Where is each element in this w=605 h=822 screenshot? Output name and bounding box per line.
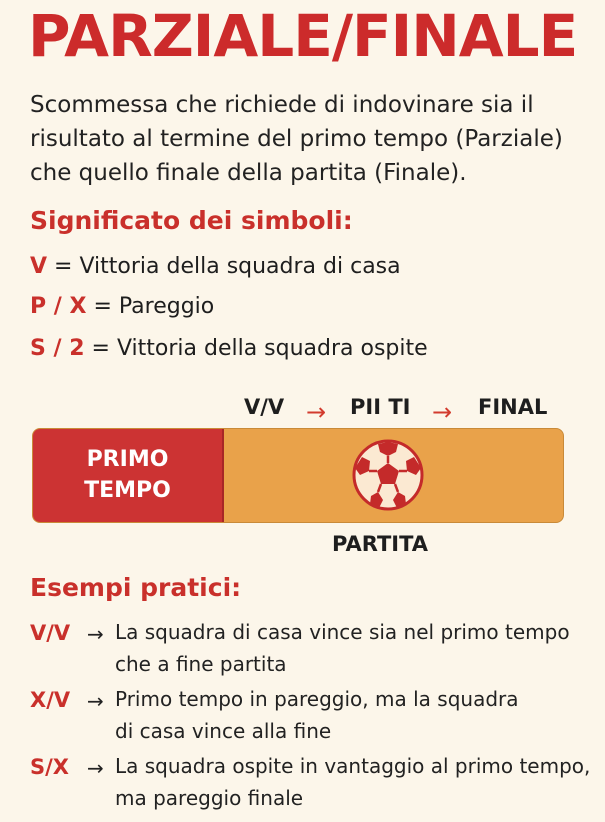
flow-start: V/V bbox=[244, 395, 285, 419]
symbol-meaning: Vittoria della squadra di casa bbox=[79, 254, 401, 279]
example-line: La squadra di casa vince sia nel primo tempo bbox=[115, 620, 570, 644]
symbol-code: S / 2 bbox=[30, 336, 85, 361]
arrow-right-icon: → bbox=[87, 756, 104, 780]
first-half-segment bbox=[33, 429, 224, 522]
page-title: PARZIALE/FINALE bbox=[28, 2, 578, 70]
symbol-sep: = bbox=[93, 294, 112, 319]
flow-arrow-icon: → bbox=[432, 398, 453, 426]
example-line: ma pareggio finale bbox=[115, 786, 304, 810]
symbol-row bbox=[30, 336, 428, 361]
symbol-row bbox=[30, 254, 401, 279]
symbol-meaning: Vittoria della squadra ospite bbox=[116, 336, 428, 361]
symbol-code: P / X bbox=[30, 294, 87, 319]
flow-arrow-icon: → bbox=[306, 398, 327, 426]
example-line: La squadra ospite in vantaggio al primo tempo, bbox=[115, 754, 591, 778]
soccer-ball-icon bbox=[351, 438, 425, 512]
flow-middle: PII TI bbox=[350, 395, 411, 419]
symbol-code: V bbox=[30, 254, 48, 279]
symbol-row bbox=[30, 294, 214, 319]
symbol-meaning: Pareggio bbox=[118, 294, 215, 319]
example-code: X/V bbox=[30, 688, 71, 712]
example-code: S/X bbox=[30, 755, 69, 779]
first-half-label-line2: TEMPO bbox=[84, 478, 171, 503]
first-half-label-line1: PRIMO bbox=[86, 447, 169, 472]
flow-end: FINAL bbox=[478, 395, 548, 419]
example-line: che a fine partita bbox=[115, 652, 287, 676]
intro-text: Scommessa che richiede di indovinare sia il risultato al termine del primo tempo (Parziale) che quello finale della partita (Finale). bbox=[30, 92, 563, 186]
symbol-sep: = bbox=[54, 254, 73, 279]
symbols-heading: Significato dei simboli: bbox=[30, 206, 353, 235]
example-text bbox=[115, 616, 595, 680]
example-text bbox=[115, 750, 595, 814]
match-label: PARTITA bbox=[332, 532, 429, 556]
arrow-right-icon: → bbox=[87, 622, 104, 646]
symbol-sep: = bbox=[91, 336, 110, 361]
example-code: V/V bbox=[30, 621, 71, 645]
arrow-right-icon: → bbox=[87, 689, 104, 713]
example-text bbox=[115, 683, 595, 747]
match-bar bbox=[32, 428, 564, 523]
example-line: Primo tempo in pareggio, ma la squadra bbox=[115, 687, 519, 711]
examples-heading: Esempi pratici: bbox=[30, 573, 242, 602]
example-line: di casa vince alla fine bbox=[115, 719, 332, 743]
